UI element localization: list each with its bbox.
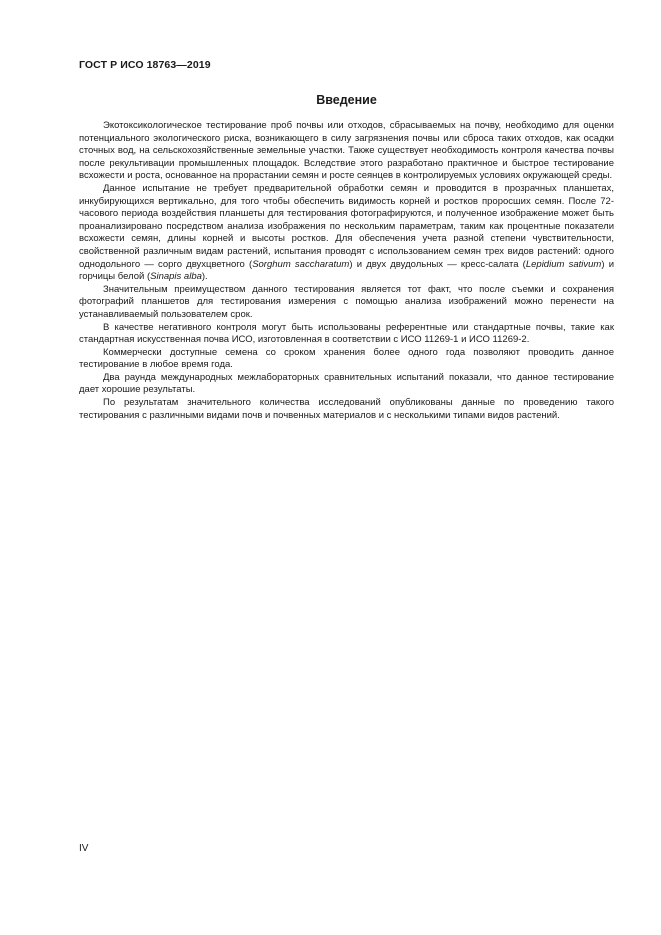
paragraph-2 — [79, 183, 614, 284]
paragraph-5: Коммерчески доступные семена со сроком хранения более одного года позволяют проводить данное тестирование в любое время года. — [79, 346, 614, 371]
paragraph-2-text: ) и горчицы белой ( — [79, 258, 614, 283]
paragraph-7: По результатам значительного количества исследований опубликованы данные по проведению такого тестирования с различными видами почв и почвенных материалов и с несколькими типами видов растений. — [79, 397, 614, 421]
species-lepidium: Lepidium sativum — [525, 258, 602, 270]
paragraph-3: Значительным преимуществом данного тестирования является тот факт, что после съемки и сохранения фотографий планшетов для тестирования измерения с помощью анализа изображений можно перенести на устанавливаемый пользователем срок. — [79, 283, 614, 320]
species-sinapis: Sinapis alba — [150, 271, 202, 283]
paragraph-2-text: Данное испытание не требует предварительной обработки семян и проводится в прозрачных планшетах, инкубирующихся вертикально, для того чтобы обеспечить видимость корней и ростков проросших семян. После 72-часового периода воздействия планшеты для тестирования фотографируются, и полученное изображение может быть проанализировано посредством анализа изображения по нескольким параметрам, таким как процентные показатели всхожести семян, длины корней и высоты ростков. Для обеспечения учета разной степени чувствительности, свойственной различным видам растений, испытания проводят с использованием семян трех видов растений: одного однодольного — сорго двухцветного ( — [79, 182, 614, 270]
document-header: ГОСТ Р ИСО 18763—2019 — [79, 59, 211, 71]
section-title: Введение — [316, 93, 377, 107]
paragraph-6: Два раунда международных межлабораторных сравнительных испытаний показали, что данное тестирование дает хорошие результаты. — [79, 371, 614, 396]
paragraph-4: В качестве негативного контроля могут быть использованы референтные или стандартные почвы, такие как стандартная искусственная почва ИСО, изготовленная в соответствии с ИСО 11269-1 и ИСО 11269-2. — [79, 321, 614, 346]
page-number: IV — [79, 843, 89, 854]
introduction-body — [79, 120, 614, 422]
species-sorghum: Sorghum saccharatum — [252, 258, 350, 270]
paragraph-1: Экотоксикологическое тестирование проб почвы или отходов, сбрасываемых на почву, необходимо для оценки потенциального экологического риска, возникающего в силу загрязнения почвы или сброса таких отходов, как осадки сточных вод, на сельскохозяйственные земельные участки. Также существует необходимость контроля качества почвы после рекультивации промышленных площадок. Вследствие этого разработано практичное и быстрое тестирование всхожести и роста, основанное на прорастании семян и росте сеянцев в контролируемых условиях окружающей среды. — [79, 120, 614, 182]
paragraph-2-text: ) и двух двудольных — кресс-салата ( — [349, 258, 526, 270]
paragraph-2-text: ). — [201, 271, 208, 283]
